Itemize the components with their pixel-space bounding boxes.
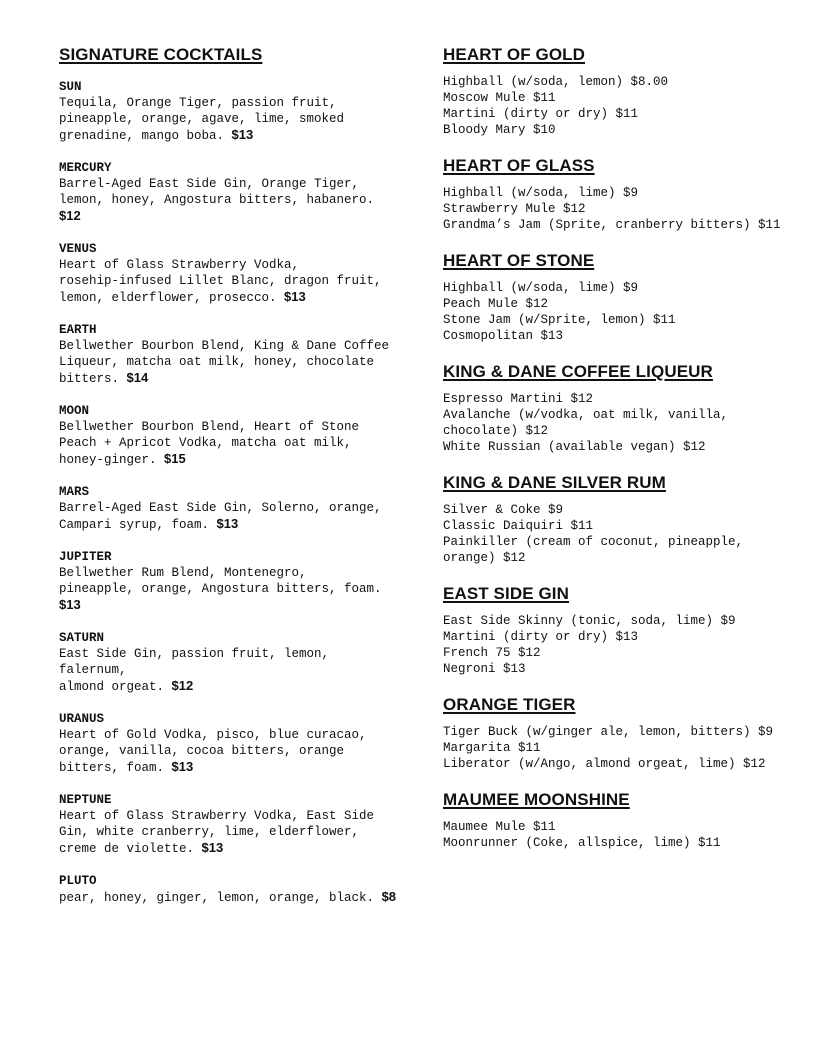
section-heading: MAUMEE MOONSHINE <box>443 790 630 809</box>
menu-item: Highball (w/soda, lime) $9 <box>443 186 639 200</box>
menu-item: Avalanche (w/vodka, oat milk, vanilla, chocolate) $12 <box>443 408 729 438</box>
cocktail-earth <box>59 322 399 387</box>
cocktail-price: $8 <box>381 889 397 904</box>
cocktail-jupiter <box>59 549 399 614</box>
cocktail-description: pear, honey, ginger, lemon, orange, black. $8 <box>59 889 397 905</box>
cocktail-description: Heart of Glass Strawberry Vodka, East Side Gin, white cranberry, lime, elderflower, creme de violette. $13 <box>59 809 375 856</box>
cocktail-price: $13 <box>284 289 306 304</box>
section-king-dane-coffee-liqueur <box>443 362 803 455</box>
cocktail-price: $12 <box>59 208 81 223</box>
cocktail-description: Barrel-Aged East Side Gin, Orange Tiger, lemon, honey, Angostura bitters, habanero. $12 <box>59 177 375 223</box>
menu-item: Martini (dirty or dry) $13 <box>443 630 639 644</box>
section-heart-of-stone <box>443 251 803 344</box>
section-heart-of-glass <box>443 156 803 233</box>
menu-item: East Side Skinny (tonic, soda, lime) $9 <box>443 614 736 628</box>
menu-item: Negroni $13 <box>443 662 526 676</box>
menu-item: Cosmopolitan $13 <box>443 329 564 343</box>
menu-item: Stone Jam (w/Sprite, lemon) $11 <box>443 313 676 327</box>
signature-cocktails-column <box>59 45 399 922</box>
cocktail-sun <box>59 79 399 144</box>
cocktail-name: JUPITER <box>59 550 112 564</box>
cocktail-price: $13 <box>171 759 194 774</box>
section-king-dane-silver-rum <box>443 473 803 566</box>
menu-item: White Russian (available vegan) $12 <box>443 440 706 454</box>
cocktail-name: EARTH <box>59 323 97 337</box>
cocktail-description: Barrel-Aged East Side Gin, Solerno, orange, Campari syrup, foam. $13 <box>59 501 382 532</box>
menu-item: Margarita $11 <box>443 741 541 755</box>
cocktail-saturn <box>59 630 399 695</box>
menu-item: Silver & Coke $9 <box>443 503 564 517</box>
cocktail-mercury <box>59 160 399 225</box>
menu-item: Painkiller (cream of coconut, pineapple, orange) $12 <box>443 535 744 565</box>
cocktail-mars <box>59 484 399 533</box>
cocktail-moon <box>59 403 399 468</box>
menu-item: Classic Daiquiri $11 <box>443 519 594 533</box>
cocktail-description: Bellwether Bourbon Blend, Heart of Stone Peach + Apricot Vodka, matcha oat milk, honey-ginger. $15 <box>59 420 360 467</box>
cocktail-description: Bellwether Rum Blend, Montenegro, pineapple, orange, Angostura bitters, foam. $13 <box>59 566 382 612</box>
section-heading: KING & DANE SILVER RUM <box>443 473 666 492</box>
section-heading: EAST SIDE GIN <box>443 584 569 603</box>
section-heading: HEART OF GOLD <box>443 45 586 64</box>
menu-item: Peach Mule $12 <box>443 297 549 311</box>
section-heading: HEART OF STONE <box>443 251 595 270</box>
section-heart-of-gold <box>443 45 803 138</box>
menu-item: Tiger Buck (w/ginger ale, lemon, bitters) $9 <box>443 725 774 739</box>
cocktail-name: PLUTO <box>59 874 97 888</box>
cocktail-description: Heart of Glass Strawberry Vodka, rosehip-infused Lillet Blanc, dragon fruit, lemon, elderflower, prosecco. $13 <box>59 258 382 305</box>
cocktail-name: URANUS <box>59 712 105 726</box>
section-heading: KING & DANE COFFEE LIQUEUR <box>443 362 713 381</box>
signature-cocktails-heading: SIGNATURE COCKTAILS <box>59 45 263 64</box>
menu-item: Moonrunner (Coke, allspice, lime) $11 <box>443 836 721 850</box>
cocktail-description: Tequila, Orange Tiger, passion fruit, pineapple, orange, agave, lime, smoked grenadine, mango boba. $13 <box>59 96 345 143</box>
cocktail-price: $13 <box>59 597 81 612</box>
menu-item: Bloody Mary $10 <box>443 123 556 137</box>
cocktail-pluto <box>59 873 399 906</box>
section-orange-tiger <box>443 695 803 772</box>
cocktail-description: East Side Gin, passion fruit, lemon, falernum, almond orgeat. $12 <box>59 647 330 694</box>
cocktail-name: MOON <box>59 404 90 418</box>
cocktail-name: MARS <box>59 485 90 499</box>
menu-item: French 75 $12 <box>443 646 541 660</box>
cocktail-price: $15 <box>164 451 186 466</box>
menu-item: Grandma’s Jam (Sprite, cranberry bitters) $11 <box>443 218 781 232</box>
menu-item: Espresso Martini $12 <box>443 392 594 406</box>
cocktail-neptune <box>59 792 399 857</box>
menu-item: Highball (w/soda, lemon) $8.00 <box>443 75 669 89</box>
cocktail-venus <box>59 241 399 306</box>
cocktail-name: MERCURY <box>59 161 112 175</box>
section-east-side-gin <box>443 584 803 677</box>
section-heading: ORANGE TIGER <box>443 695 576 714</box>
menu-item: Liberator (w/Ango, almond orgeat, lime) $12 <box>443 757 766 771</box>
cocktail-price: $13 <box>201 840 224 855</box>
menu-item: Strawberry Mule $12 <box>443 202 586 216</box>
cocktail-uranus <box>59 711 399 776</box>
spirits-column <box>443 45 803 869</box>
menu-item: Moscow Mule $11 <box>443 91 556 105</box>
cocktail-price: $13 <box>231 127 254 142</box>
menu-item: Highball (w/soda, lime) $9 <box>443 281 639 295</box>
cocktail-name: SUN <box>59 80 82 94</box>
cocktail-name: VENUS <box>59 242 97 256</box>
cocktail-price: $12 <box>171 678 194 693</box>
menu-item: Maumee Mule $11 <box>443 820 556 834</box>
cocktail-name: SATURN <box>59 631 105 645</box>
cocktail-description: Heart of Gold Vodka, pisco, blue curacao, orange, vanilla, cocoa bitters, orange bitters, foam. $13 <box>59 728 367 775</box>
section-maumee-moonshine <box>443 790 803 851</box>
menu-item: Martini (dirty or dry) $11 <box>443 107 639 121</box>
cocktail-price: $13 <box>216 516 239 531</box>
cocktail-description: Bellwether Bourbon Blend, King & Dane Coffee Liqueur, matcha oat milk, honey, chocolate bitters. $14 <box>59 339 390 386</box>
cocktail-price: $14 <box>126 370 149 385</box>
section-heading: HEART OF GLASS <box>443 156 595 175</box>
cocktail-name: NEPTUNE <box>59 793 112 807</box>
